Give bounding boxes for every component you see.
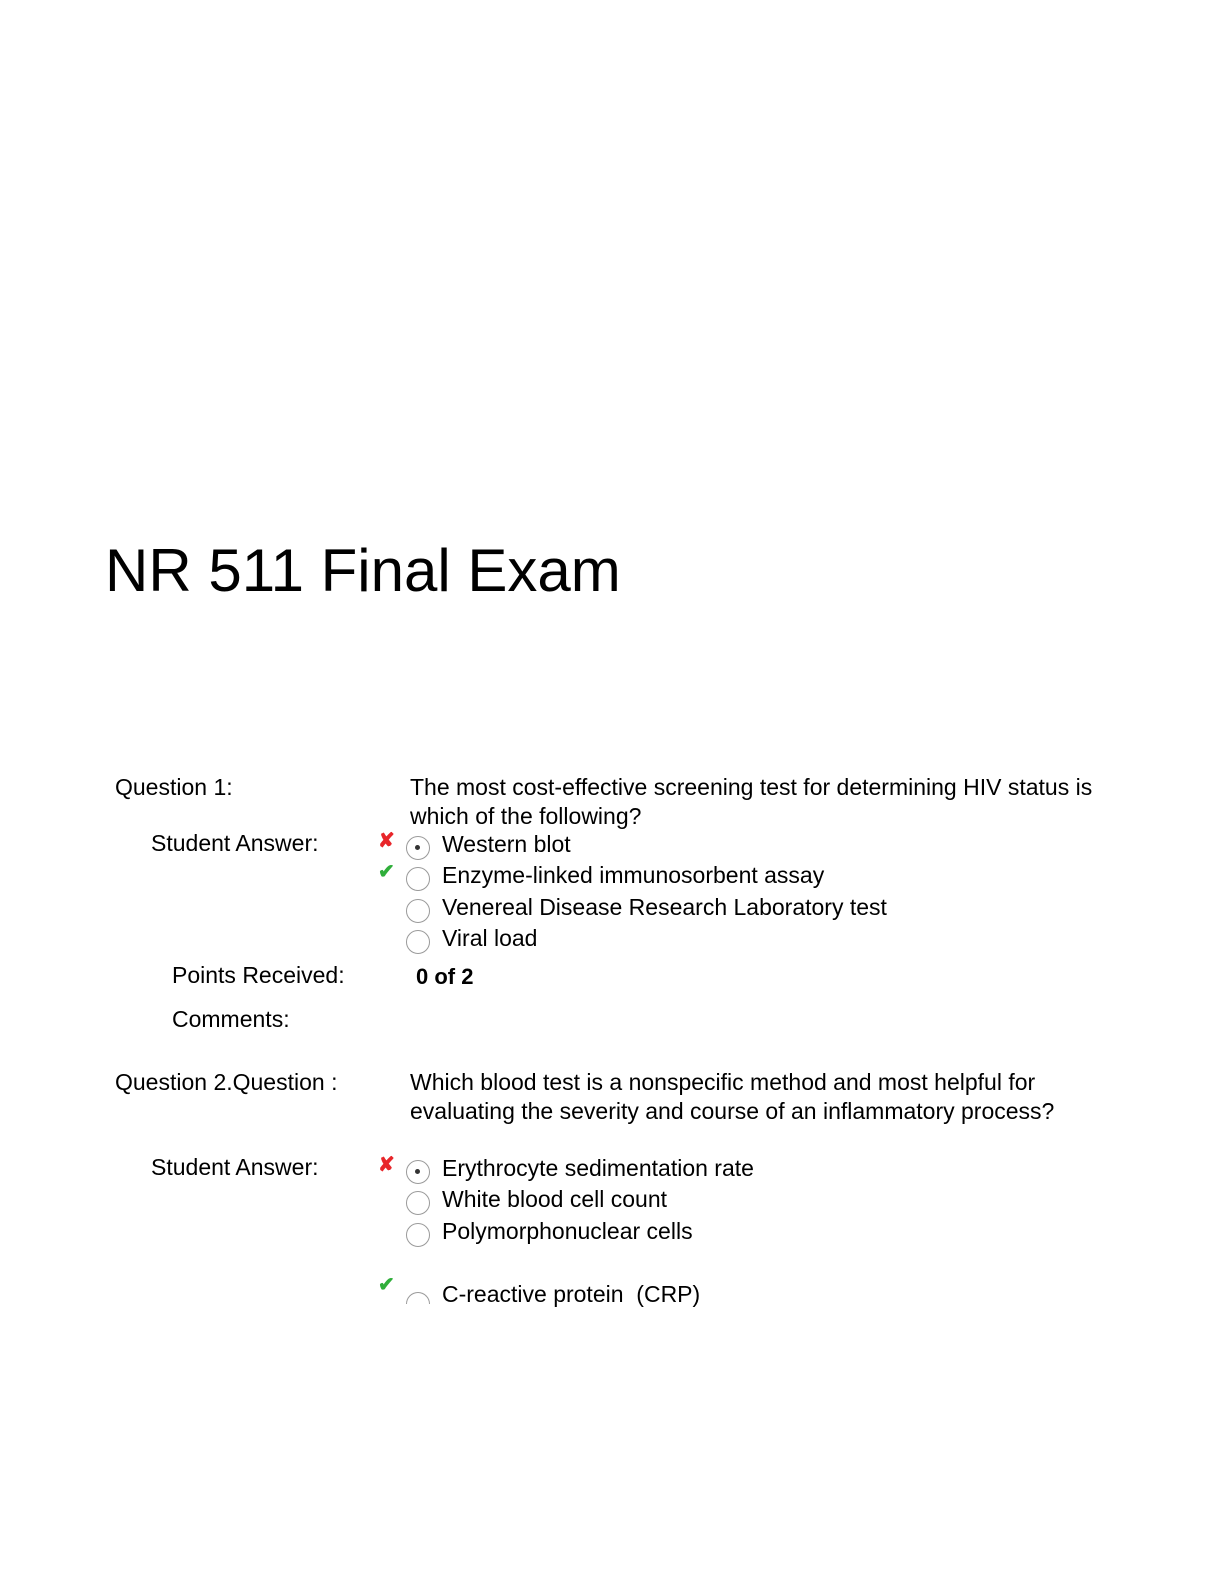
option-label: Erythrocyte sedimentation rate — [442, 1155, 754, 1181]
radio-button[interactable] — [406, 836, 430, 860]
option-label: Viral load — [442, 925, 538, 951]
option-label: Enzyme-linked immunosorbent assay — [442, 862, 825, 888]
option-label: C-reactive protein (CRP) — [442, 1281, 701, 1307]
answer-option[interactable] — [378, 924, 1078, 956]
comments-label: Comments: — [172, 1006, 290, 1032]
radio-selected-dot — [415, 845, 420, 850]
radio-selected-dot — [415, 1169, 420, 1174]
radio-button[interactable] — [406, 1223, 430, 1247]
x-mark-icon: ✘ — [378, 830, 395, 852]
points-received-value: 0 of 2 — [416, 964, 474, 989]
question-2-heading: Question 2.Question : — [115, 1069, 338, 1095]
student-answer-label: Student Answer: — [151, 830, 319, 856]
option-label: White blood cell count — [442, 1186, 668, 1212]
radio-button[interactable] — [406, 1191, 430, 1215]
answer-option[interactable] — [378, 1154, 1078, 1186]
option-label: Polymorphonuclear cells — [442, 1218, 693, 1244]
answer-option[interactable] — [378, 1274, 1078, 1312]
answer-option[interactable] — [378, 1185, 1078, 1217]
question-2-text: Which blood test is a nonspecific method and most helpful for evaluating the severity and course of an inflammatory process? — [410, 1069, 1055, 1124]
check-mark-icon: ✔ — [378, 1274, 395, 1296]
page-title: NR 511 Final Exam — [105, 537, 621, 604]
answer-option[interactable] — [378, 830, 1078, 862]
option-label: Venereal Disease Research Laboratory test — [442, 894, 887, 920]
question-1-heading: Question 1: — [115, 774, 233, 800]
x-mark-icon: ✘ — [378, 1154, 395, 1176]
option-label: Western blot — [442, 831, 571, 857]
question-1-text: The most cost-effective screening test for determining HIV status is which of the following? — [410, 774, 1093, 829]
radio-button[interactable] — [406, 930, 430, 954]
points-received-label: Points Received: — [172, 962, 345, 988]
answer-option[interactable] — [378, 893, 1078, 925]
radio-button[interactable] — [406, 867, 430, 891]
student-answer-label: Student Answer: — [151, 1154, 319, 1180]
answer-option[interactable] — [378, 1217, 1078, 1249]
radio-button[interactable] — [406, 899, 430, 923]
radio-button[interactable] — [406, 1292, 430, 1304]
answer-option[interactable] — [378, 861, 1078, 893]
check-mark-icon: ✔ — [378, 861, 395, 883]
radio-button[interactable] — [406, 1160, 430, 1184]
